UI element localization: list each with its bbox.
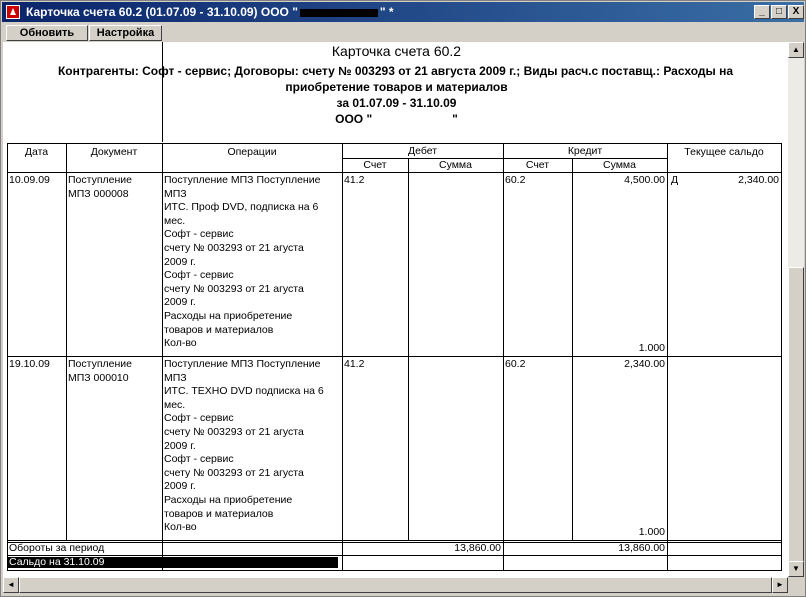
operation-line: Поступление МПЗ Поступление xyxy=(164,174,321,186)
row2-credit-account: 60.2 xyxy=(505,358,526,370)
operation-line: МПЗ xyxy=(164,371,187,384)
header-debit-amount: Сумма xyxy=(439,159,472,171)
window-title-prefix: Карточка счета 60.2 (01.07.09 - 31.10.09) ООО " xyxy=(26,5,298,19)
col-line-left xyxy=(7,143,8,571)
refresh-button[interactable]: Обновить xyxy=(6,25,88,41)
operation-line: 2009 г. xyxy=(164,296,196,309)
header-credit: Кредит xyxy=(567,145,603,157)
row2-quantity: 1.000 xyxy=(638,526,665,538)
operation-line: ИТС. ТЕХНО DVD подписка на 6 xyxy=(164,385,324,398)
header-date: Дата xyxy=(24,146,49,158)
app-icon xyxy=(6,5,20,19)
settings-button[interactable]: Настройка xyxy=(89,25,162,41)
rows-bottom-line xyxy=(7,540,782,541)
organization-suffix: " xyxy=(452,112,458,126)
vertical-scrollbar[interactable] xyxy=(788,42,804,577)
col-line-document xyxy=(162,143,163,571)
operation-line: товаров и материалов xyxy=(164,507,274,520)
header-document: Документ xyxy=(90,146,138,158)
report-filter-line1: Контрагенты: Софт - сервис; Договоры: счету № 003293 от 21 августа 2009 г.; Виды расч.с поставщ.: Расходы на xyxy=(57,64,734,78)
toolbar xyxy=(3,24,803,42)
row1-balance-amount: 2,340.00 xyxy=(738,174,779,186)
report-period: за 01.07.09 - 31.10.09 xyxy=(336,96,457,110)
row2-credit-amount: 2,340.00 xyxy=(624,358,665,370)
operation-line: товаров и материалов xyxy=(164,323,274,336)
col-line-debit xyxy=(503,143,504,571)
operation-line: Поступление МПЗ Поступление xyxy=(164,358,321,370)
document-line: МПЗ 000010 xyxy=(68,371,129,384)
operation-line: 2009 г. xyxy=(164,480,196,493)
scroll-up-icon[interactable]: ▲ xyxy=(788,42,804,58)
col-line-right xyxy=(781,143,782,571)
turnover-credit: 13,860.00 xyxy=(618,542,665,554)
header-credit-account: Счет xyxy=(525,159,550,171)
closing-balance-label: Сальдо на 31.10.09 xyxy=(9,556,105,568)
minimize-button[interactable]: _ xyxy=(754,5,770,19)
row2-date: 19.10.09 xyxy=(9,358,50,370)
report-sheet[interactable] xyxy=(3,42,788,577)
row1-credit-amount: 4,500.00 xyxy=(624,174,665,186)
header-operations: Операции xyxy=(227,146,277,158)
header-debit: Дебет xyxy=(407,145,438,157)
window-title xyxy=(26,5,394,19)
turnover-bottom-line xyxy=(7,555,782,556)
operation-line: счету № 003293 от 21 агуста xyxy=(164,466,304,479)
row1-date: 10.09.09 xyxy=(9,174,50,186)
row2-operations xyxy=(164,358,324,535)
horizontal-scroll-thumb[interactable] xyxy=(19,577,772,593)
operation-line: Кол-во xyxy=(164,337,197,350)
close-button[interactable]: X xyxy=(788,5,804,19)
row-separator xyxy=(7,356,782,357)
operation-line: Софт - сервис xyxy=(164,453,234,466)
operation-line: ИТС. Проф DVD, подписка на 6 xyxy=(164,201,319,214)
operation-line: Софт - сервис xyxy=(164,228,234,241)
row2-document[interactable] xyxy=(68,358,132,385)
operation-line: Расходы на приобретение xyxy=(164,309,293,322)
col-line-debit-account xyxy=(408,158,409,541)
report-title: Карточка счета 60.2 xyxy=(331,43,462,59)
table-border-top xyxy=(7,143,782,144)
rows-bottom-double-line xyxy=(7,542,782,543)
operation-line: Софт - сервис xyxy=(164,412,234,425)
header-credit-amount: Сумма xyxy=(603,159,636,171)
scroll-left-icon[interactable]: ◄ xyxy=(3,577,19,593)
report-filter-line2: приобретение товаров и материалов xyxy=(285,80,508,94)
row2-debit-account: 41.2 xyxy=(344,358,365,370)
turnover-debit: 13,860.00 xyxy=(454,542,501,554)
table-border-bottom xyxy=(7,570,782,571)
col-line-date xyxy=(66,143,67,541)
col-line-credit xyxy=(667,143,668,571)
header-debit-account: Счет xyxy=(363,159,387,171)
redacted-organization xyxy=(372,115,452,124)
row1-credit-account: 60.2 xyxy=(505,174,526,186)
operation-line: счету № 003293 от 21 агуста xyxy=(164,425,304,438)
operation-line: Расходы на приобретение xyxy=(164,493,293,506)
operation-line: счету № 003293 от 21 агуста xyxy=(164,241,304,254)
operation-line: МПЗ xyxy=(164,187,187,200)
operation-line: Кол-во xyxy=(164,521,197,534)
row1-quantity: 1.000 xyxy=(638,342,665,354)
maximize-button[interactable]: □ xyxy=(771,5,787,19)
operation-line: счету № 003293 от 21 агуста xyxy=(164,282,304,295)
turnover-label: Обороты за период xyxy=(9,542,105,554)
scroll-down-icon[interactable]: ▼ xyxy=(788,561,804,577)
operation-line: 2009 г. xyxy=(164,439,196,452)
scroll-right-icon[interactable]: ► xyxy=(772,577,788,593)
operation-line: 2009 г. xyxy=(164,255,196,268)
document-line: МПЗ 000008 xyxy=(68,187,129,200)
row1-document[interactable] xyxy=(68,174,132,201)
document-line: Поступление xyxy=(68,358,132,370)
report-organization xyxy=(163,112,630,126)
vertical-scroll-thumb[interactable] xyxy=(788,267,804,562)
horizontal-scrollbar[interactable] xyxy=(3,577,788,593)
header-balance: Текущее сальдо xyxy=(684,146,764,158)
row1-balance-side: Д xyxy=(671,174,679,186)
redacted-organization-name xyxy=(300,9,378,17)
title-bar[interactable] xyxy=(2,2,804,22)
col-line-operations xyxy=(342,143,343,571)
document-line: Поступление xyxy=(68,174,132,186)
closing-balance-row[interactable] xyxy=(7,557,338,568)
row1-operations xyxy=(164,174,320,351)
operation-line: мес. xyxy=(164,214,186,227)
operation-line: Софт - сервис xyxy=(164,269,234,282)
window-title-suffix: " * xyxy=(379,5,394,19)
row1-debit-account: 41.2 xyxy=(344,174,365,186)
organization-prefix: ООО " xyxy=(335,112,373,126)
operation-line: мес. xyxy=(164,398,186,411)
